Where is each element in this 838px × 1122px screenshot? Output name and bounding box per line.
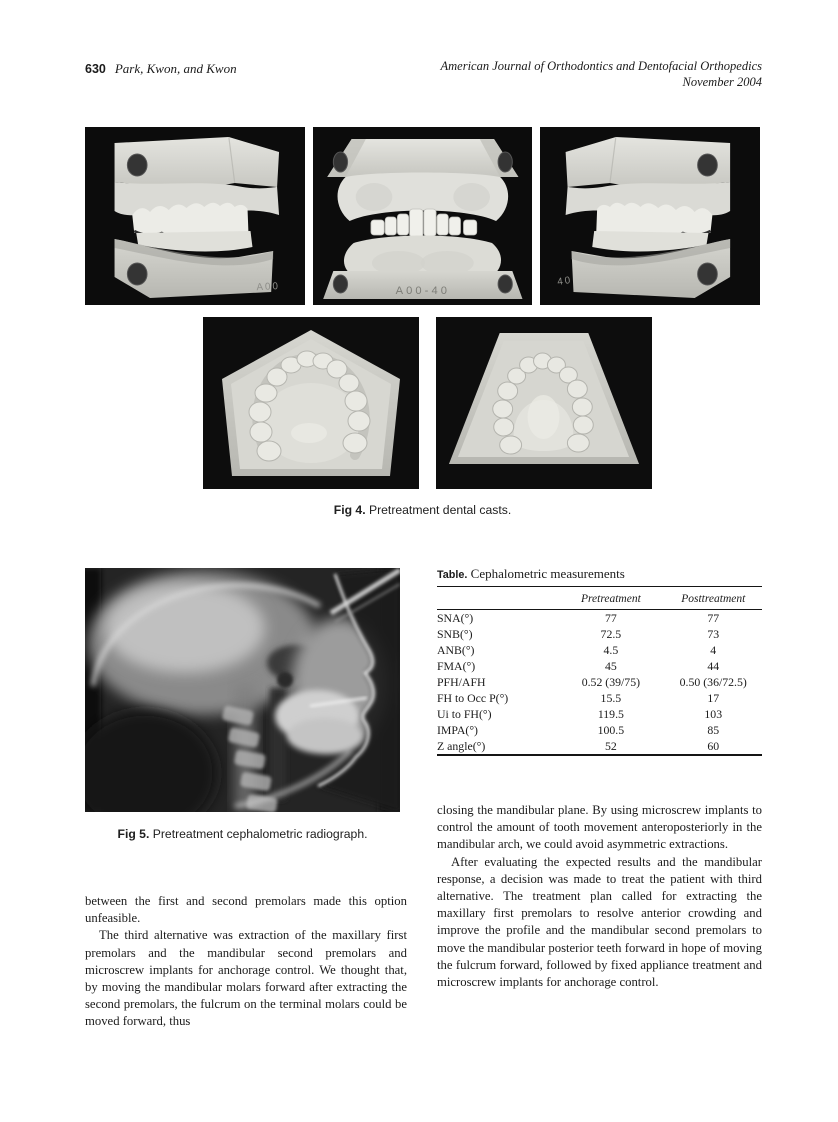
header-posttreatment: Posttreatment xyxy=(665,587,763,610)
row-label: Ui to FH(°) xyxy=(437,706,492,721)
paragraph: After evaluating the expected results and the mandibular response, a decision was made to treat the patient with third alternative. The treatment plan called for extracting the maxillary first premolars to resolve anterior crowding and improve the profile and the mandibular second premolars to move the mandibular posterior teeth forward in hope of moving the fulcrum forward, followed by fixed appliance treatment and microscrew implants for anchorage control. xyxy=(437,854,762,990)
cephalometric-measurements-table xyxy=(437,587,762,756)
journal-title: American Journal of Orthodontics and Dentofacial Orthopedics xyxy=(440,59,762,73)
paragraph: The third alternative was extraction of the maxillary first premolars and the mandibular second premolars and microscrew implants for anchorage control. We thought that, by moving the mandibular molars forward after extracting the second premolars, the fulcrum on the terminal molars could be moved forward, thus xyxy=(85,928,407,1029)
header-measurement xyxy=(437,587,557,610)
page-number: 630 xyxy=(85,62,106,76)
pre-value: 0.52 (39/75) xyxy=(581,674,641,689)
row-label: SNB(°) xyxy=(437,626,473,641)
fig4-caption xyxy=(85,503,760,517)
table-row xyxy=(437,626,762,642)
cephalometric-radiograph-image xyxy=(85,568,400,812)
issue-date: November 2004 xyxy=(682,74,762,89)
cephalometric-radiograph-photo xyxy=(85,568,400,812)
table-row xyxy=(437,706,762,722)
body-column-left xyxy=(85,893,407,1031)
maxillary-occlusal-cast-photo xyxy=(203,317,419,489)
mandibular-occlusal-cast-photo xyxy=(436,317,652,489)
post-value: 44 xyxy=(707,658,720,673)
table-row xyxy=(437,658,762,674)
pre-value: 52 xyxy=(604,738,617,753)
fig5-caption-text: Pretreatment cephalometric radiograph. xyxy=(152,827,368,841)
paragraph: between the first and second premolars made this option unfeasible. xyxy=(85,894,407,926)
row-label: SNA(°) xyxy=(437,610,474,625)
table-row xyxy=(437,722,762,738)
fig4-caption-text: Pretreatment dental casts. xyxy=(368,503,512,517)
row-label: Z angle(°) xyxy=(437,738,486,753)
row-label: ANB(°) xyxy=(437,642,475,657)
table-row xyxy=(437,674,762,690)
header-pretreatment: Pretreatment xyxy=(557,587,664,610)
dental-cast-frontal-image xyxy=(313,127,533,305)
table-header-row xyxy=(437,587,762,610)
table-caption-text: Cephalometric measurements xyxy=(470,566,625,581)
paragraph: closing the mandibular plane. By using microscrew implants to control the amount of tooth movement anteroposteriorly in the mandibular arch, we could avoid asymmetric extractions. xyxy=(437,803,762,852)
post-value: 85 xyxy=(707,722,720,737)
cast-id-label-center: A00-40 xyxy=(395,285,450,297)
body-column-right xyxy=(437,802,762,991)
row-label: FMA(°) xyxy=(437,658,476,673)
table-row xyxy=(437,738,762,755)
table-row xyxy=(437,642,762,658)
running-authors: Park, Kwon, and Kwon xyxy=(114,61,237,76)
fig5-caption-label: Fig 5. xyxy=(117,827,150,841)
dental-cast-frontal-photo xyxy=(313,127,533,305)
running-head-left xyxy=(85,61,237,77)
pre-value: 119.5 xyxy=(597,706,624,721)
fig5-caption xyxy=(85,827,400,841)
cast-id-label-right: 40 xyxy=(556,274,574,288)
maxillary-occlusal-cast-image xyxy=(203,317,419,489)
row-label: IMPA(°) xyxy=(437,722,478,737)
cast-id-label-left: A00 xyxy=(256,280,281,294)
post-value: 60 xyxy=(707,738,720,753)
running-head-right xyxy=(441,59,763,90)
table-caption-label: Table. xyxy=(437,569,468,581)
post-value: 4 xyxy=(710,642,717,657)
fig4-photo-row-2 xyxy=(203,317,652,489)
post-value: 77 xyxy=(707,610,720,625)
pre-value: 77 xyxy=(604,610,617,625)
fig4-caption-label: Fig 4. xyxy=(333,503,366,517)
row-label: FH to Occ P(°) xyxy=(437,690,509,705)
table-row xyxy=(437,690,762,706)
pre-value: 72.5 xyxy=(600,626,622,641)
pre-value: 100.5 xyxy=(597,722,625,737)
dental-cast-right-lateral-photo xyxy=(540,127,760,305)
dental-cast-right-lateral-image xyxy=(540,127,760,305)
dental-cast-left-lateral-image xyxy=(85,127,305,305)
post-value: 103 xyxy=(704,706,723,721)
table-row xyxy=(437,610,762,627)
table-caption xyxy=(437,566,762,587)
post-value: 0.50 (36/72.5) xyxy=(679,674,747,689)
post-value: 73 xyxy=(707,626,720,641)
mandibular-occlusal-cast-image xyxy=(436,317,652,489)
row-label: PFH/AFH xyxy=(437,674,486,689)
cephalometric-table-block xyxy=(437,566,762,756)
dental-cast-left-lateral-photo xyxy=(85,127,305,305)
post-value: 17 xyxy=(707,690,720,705)
pre-value: 45 xyxy=(604,658,617,673)
pre-value: 4.5 xyxy=(603,642,619,657)
pre-value: 15.5 xyxy=(600,690,622,705)
fig4-photo-row-1 xyxy=(85,127,760,305)
